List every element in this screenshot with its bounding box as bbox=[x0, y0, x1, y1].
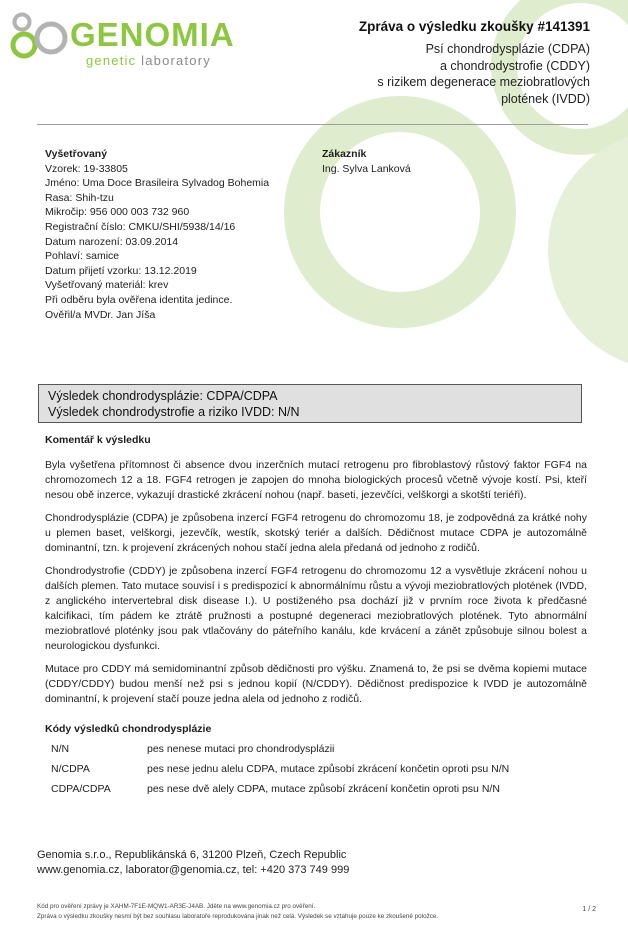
verification-code-note: Kód pro ověření zprávy je XAHM-7F1E-MQW1-AR3E-J4AB. Jděte na www.genomia.cz pro ověření. bbox=[37, 903, 316, 910]
code-value: N/N bbox=[51, 742, 70, 755]
company-logo bbox=[10, 12, 270, 68]
codes-heading: Kódy výsledků chondrodysplázie bbox=[45, 723, 212, 735]
code-row bbox=[45, 739, 587, 759]
footnote bbox=[37, 902, 438, 921]
customer-section bbox=[322, 147, 411, 176]
subject-sex: Pohlaví: samice bbox=[45, 250, 120, 263]
subject-registration: Registrační číslo: CMKU/SHI/5938/14/16 bbox=[45, 220, 236, 233]
comment-paragraph: Byla vyšetřena přítomnost či absence dvou inzerčních mutací retrogenu pro fibroblastový růstový faktor FGF4 na chromozomech 12 a 18. FGF4 retrogen je zapojen do mnoha biologických procesů včetně vývoje kostí. Psi, kteří nesou obě inzerce, vykazují drastické zkrácení nohou (např. baseti, jezevčíci, velškorgi a skotští teriéři). bbox=[45, 459, 587, 501]
subject-sample: Vzorek: 19-33805 bbox=[45, 162, 128, 175]
reproduction-note: Zpráva o výsledku zkoušky nesmí být bez souhlasu laboratoře reprodukována jinak než celá. Výsledek se vztahuje pouze ke zkoušené položce. bbox=[37, 912, 439, 920]
result-chondrodystrophy: Výsledek chondrodystrofie a riziko IVDD: N/N bbox=[48, 405, 300, 419]
code-value: N/CDPA bbox=[51, 762, 90, 775]
subject-heading: Vyšetřovaný bbox=[45, 148, 108, 160]
report-header bbox=[359, 18, 590, 107]
test-name-line: s rizikem degenerace meziobratlových bbox=[377, 75, 590, 89]
subject-verified-by: Ověřil/a MVDr. Jan Jíša bbox=[45, 308, 156, 321]
deco-large-ring bbox=[302, 114, 498, 310]
company-info bbox=[37, 848, 349, 878]
code-description: pes nenese mutaci pro chondrodysplázii bbox=[147, 742, 335, 755]
comment-paragraph: Chondrodysplázie (CDPA) je způsobena inzercí FGF4 retrogenu do chromozomu 18, je zodpovědná za krátké nohy u plemen baset, velškorgi, jezevčík, westík, skotský teriér a dalších. Dědičnost mutace CDPA je autozomálně dominantní, tzn. k projevení zkrácených nohou stačí jedna alela předaná od jednoho z rodičů. bbox=[45, 512, 587, 554]
code-value: CDPA/CDPA bbox=[51, 782, 111, 795]
comment-paragraph: Chondrodystrofie (CDDY) je způsobena inzercí FGF4 retrogenu do chromozomu 12 a vysvětluje zkrácení nohou u dalších plemen. Tato mutace souvisí i s predispozicí k abnormálnímu růstu a vývoji meziobratlových plotének (IVDD, z anglického intervertebral disk disease I.). U postiženého psa dochází již v prvním roce života k předčasné kalcifikaci, tím pádem ke ztrátě pružnosti a postupné degeneraci meziobratlových plotének. Tyto abnormální meziobratlové ploténky jsou pak vtlačovány do páteřního kanálu, kde krvácení a zánět způsobuje silnou bolest a neurologickou dysfunkci. bbox=[45, 565, 587, 652]
code-description: pes nese jednu alelu CDPA, mutace způsobí zkrácení končetin oproti psu N/N bbox=[147, 762, 510, 775]
test-name-line: a chondrodystrofie (CDDY) bbox=[439, 58, 590, 73]
subject-material: Vyšetřovaný materiál: krev bbox=[45, 279, 169, 292]
test-name bbox=[359, 41, 590, 107]
subject-name: Jméno: Uma Doce Brasileira Sylvadog Bohemia bbox=[45, 177, 270, 190]
report-title: Zpráva o výsledku zkoušky #141391 bbox=[358, 19, 590, 34]
logo-mark-icon bbox=[10, 12, 72, 62]
company-address: Genomia s.r.o., Republikánská 6, 31200 Plzeň, Czech Republic bbox=[37, 849, 347, 861]
comment-section bbox=[45, 433, 587, 715]
result-chondrodysplasia: Výsledek chondrodysplázie: CDPA/CDPA bbox=[48, 389, 278, 403]
header-divider bbox=[37, 124, 588, 125]
logo-wordmark: GENOMIA bbox=[70, 16, 235, 53]
deco-side-disc bbox=[548, 130, 628, 370]
subject-identity-note: Při odběru byla ověřena identita jedince. bbox=[45, 293, 233, 306]
subject-birth-date: Datum narození: 03.09.2014 bbox=[45, 235, 179, 248]
test-name-line: Psí chondrodysplázie (CDPA) bbox=[425, 42, 590, 56]
test-name-line: plotének (IVDD) bbox=[501, 91, 590, 106]
comment-paragraph: Mutace pro CDDY má semidominantní způsob dědičnosti pro výšku. Znamená to, že psi se dvěma kopiemi mutace (CDDY/CDDY) budou menší než psi s jednou kopií (N/CDDY). Dědičnost predispozice k IVDD je autozomálně dominantní, k projevení stačí pouze jedna alela od jednoho z rodičů. bbox=[45, 663, 587, 705]
customer-name: Ing. Sylva Lanková bbox=[322, 162, 411, 175]
logo-tagline: genetic laboratory bbox=[86, 53, 211, 68]
comment-heading: Komentář k výsledku bbox=[45, 434, 151, 446]
subject-breed: Rasa: Shih-tzu bbox=[45, 191, 114, 204]
page-number: 1 / 2 bbox=[582, 906, 596, 913]
subject-section bbox=[45, 147, 269, 322]
code-row bbox=[45, 759, 587, 779]
subject-microchip: Mikročip: 956 000 003 732 960 bbox=[45, 206, 190, 219]
code-row bbox=[45, 779, 587, 799]
code-description: pes nese dvě alely CDPA, mutace způsobí zkrácení končetin oproti psu N/N bbox=[147, 782, 500, 795]
result-box bbox=[38, 384, 582, 423]
result-codes-section bbox=[45, 722, 587, 799]
customer-heading: Zákazník bbox=[322, 148, 367, 160]
subject-received-date: Datum přijetí vzorku: 13.12.2019 bbox=[45, 264, 197, 277]
company-contact: www.genomia.cz, laborator@genomia.cz, tel: +420 373 749 999 bbox=[37, 864, 350, 876]
